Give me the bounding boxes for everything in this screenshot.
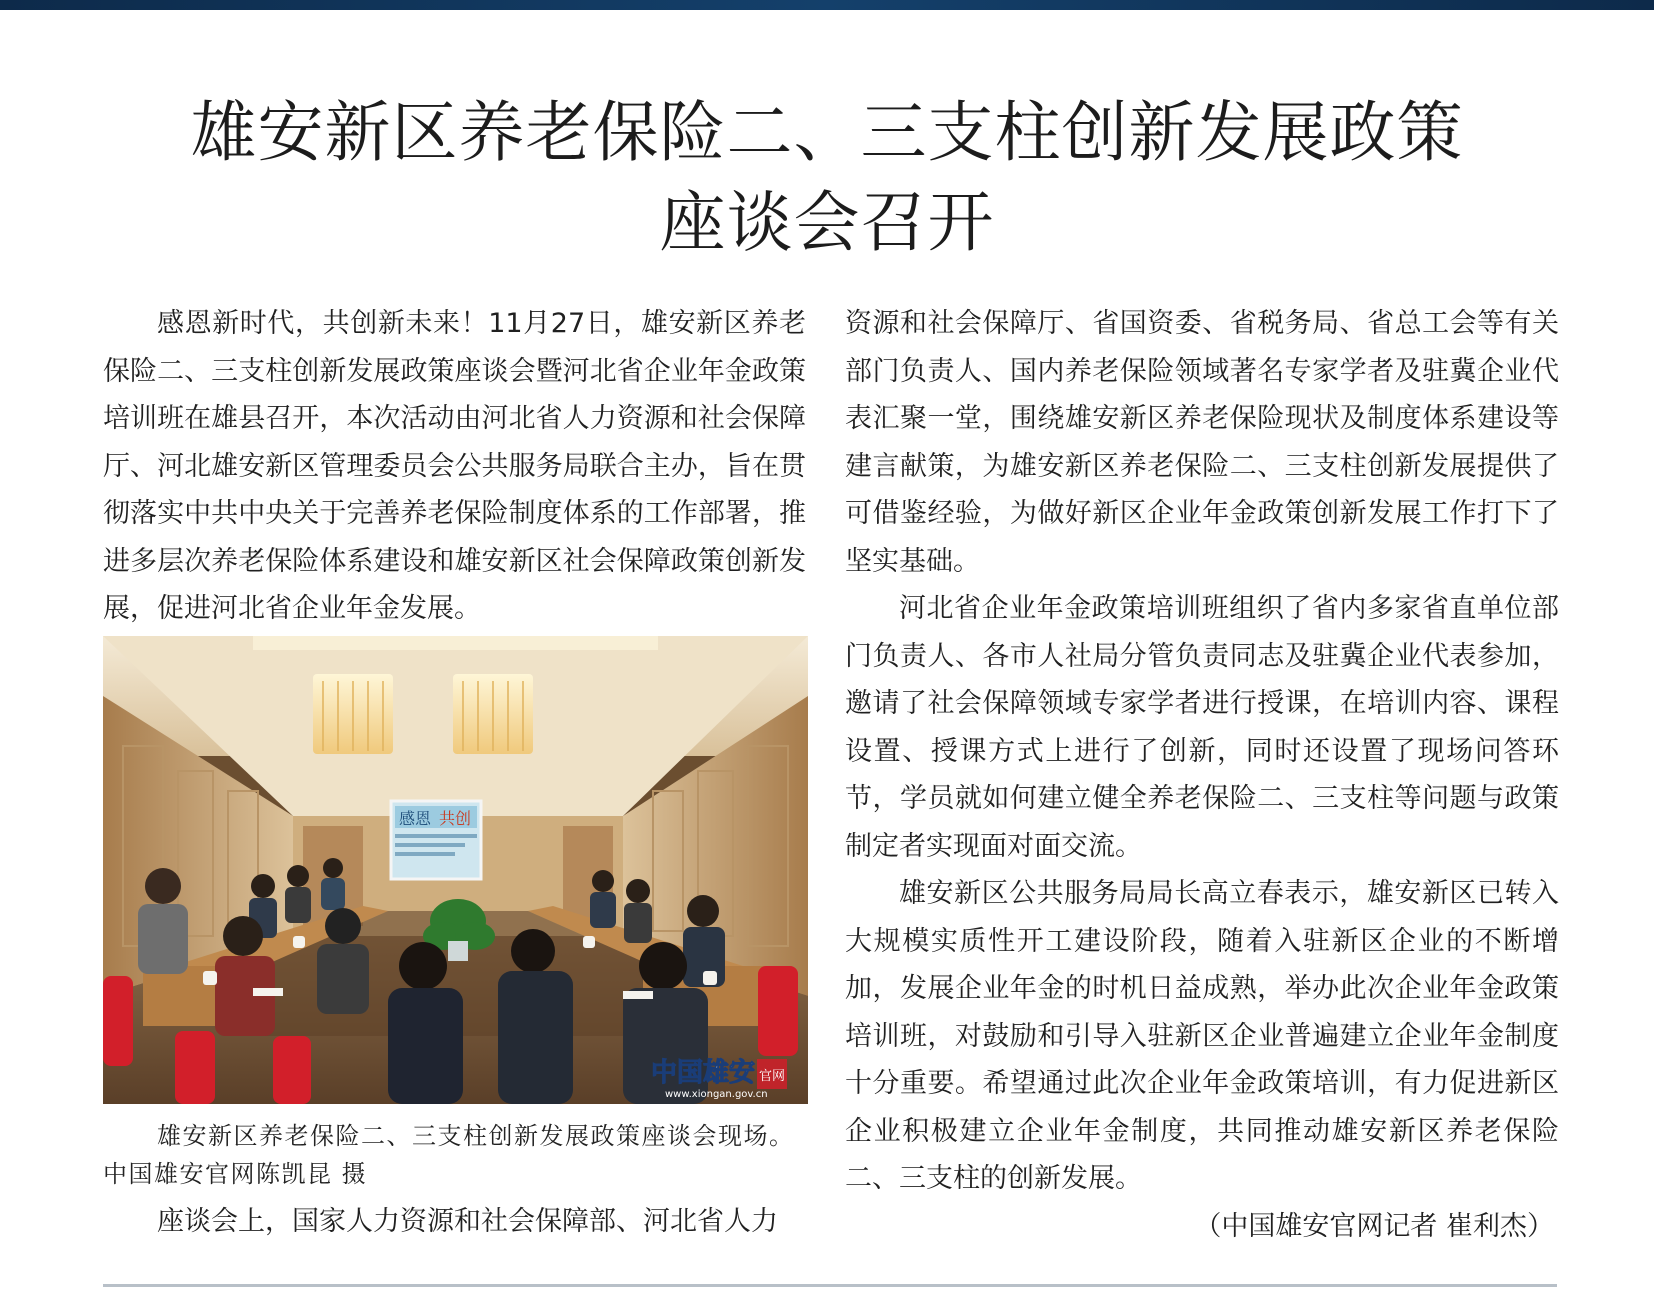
article-title xyxy=(0,88,1654,268)
caption-text: 雄安新区养老保险二、三支柱创新发展政策座谈会现场。中国雄安官网陈凯昆 摄 xyxy=(103,1122,795,1188)
intro-paragraph: 感恩新时代，共创新未来！11月27日，雄安新区养老保险二、三支柱创新发展政策座谈会暨河北省企业年金政策培训班在雄县召开，本次活动由河北省人力资源和社会保障厅、河北雄安新区管理委员会公共服务局联合主办，旨在贯彻落实中共中央关于完善养老保险制度体系的工作部署，推进多层次养老保险体系建设和雄安新区社会保障政策创新发展，促进河北省企业年金发展。 xyxy=(103,308,806,624)
continued-paragraph: 座谈会上，国家人力资源和社会保障部、河北省人力 xyxy=(157,1206,778,1237)
photo-watermark xyxy=(651,1057,787,1100)
right-column xyxy=(845,300,1559,1203)
right-paragraph-2: 河北省企业年金政策培训班组织了省内多家省直单位部门负责人、各市人社局分管负责同志及驻冀企业代表参加，邀请了社会保障领域专家学者进行授课，在培训内容、课程设置、授课方式上进行了创新，同时还设置了现场问答环节，学员就如何建立健全养老保险二、三支柱等问题与政策制定者实现面对面交流。 xyxy=(845,593,1559,862)
reporter-byline: （中国雄安官网记者 崔利杰） xyxy=(1194,1211,1554,1242)
title-line-1: 雄安新区养老保险二、三支柱创新发展政策 xyxy=(190,94,1464,171)
watermark-url: www.xiongan.gov.cn xyxy=(665,1089,768,1100)
meeting-photo xyxy=(103,636,808,1104)
right-paragraph-3: 雄安新区公共服务局局长高立春表示，雄安新区已转入大规模实质性开工建设阶段，随着入驻新区企业的不断增加，发展企业年金的时机日益成熟，举办此次企业年金政策培训班，对鼓励和引导入驻新区企业普遍建立企业年金制度十分重要。希望通过此次企业年金政策培训，有力促进新区企业积极建立企业年金制度，共同推动雄安新区养老保险二、三支柱的创新发展。 xyxy=(845,878,1559,1194)
title-line-2: 座谈会召开 xyxy=(659,184,995,261)
screen-text-1: 感恩 xyxy=(399,809,432,828)
screen-text-2: 共创 xyxy=(439,809,472,828)
left-column xyxy=(103,300,806,633)
left-continued xyxy=(103,1198,806,1246)
right-paragraph-1: 资源和社会保障厅、省国资委、省税务局、省总工会等有关部门负责人、国内养老保险领域著名专家学者及驻冀企业代表汇聚一堂，围绕雄安新区养老保险现状及制度体系建设等建言献策，为雄安新区养老保险二、三支柱创新发展提供了可借鉴经验，为做好新区企业年金政策创新发展工作打下了坚实基础。 xyxy=(845,308,1559,577)
photo-caption xyxy=(103,1117,808,1193)
watermark-seal: 官网 xyxy=(759,1069,786,1084)
bottom-divider xyxy=(103,1284,1557,1287)
top-banner-bar xyxy=(0,0,1654,10)
watermark-text: 中国雄安 xyxy=(651,1058,756,1088)
